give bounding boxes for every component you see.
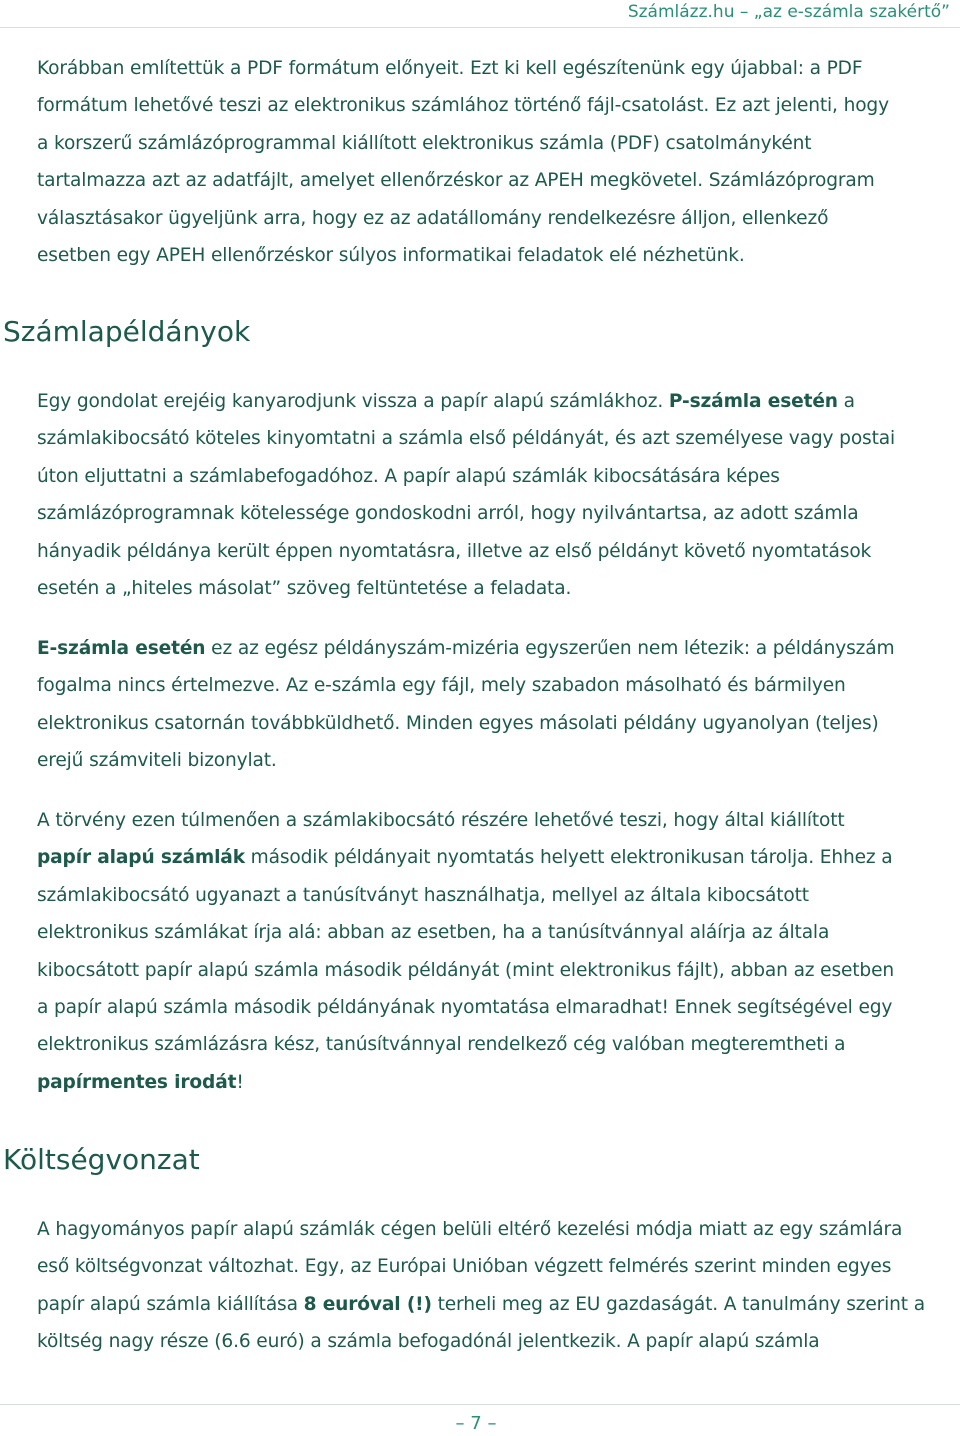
cost-paragraph xyxy=(37,1211,957,1361)
text-run: terheli meg az EU gazdaságát. A tanulmány szerint a xyxy=(431,1293,925,1315)
text-run: papír alapú számla kiállítása xyxy=(37,1293,304,1315)
text-run: Egy gondolat erejéig kanyarodjunk vissza a papír alapú számlákhoz. xyxy=(37,391,669,412)
text-line: A törvény ezen túlmenően a számlakibocsátó részére lehetővé teszi, hogy által kiállított xyxy=(37,810,845,831)
text-line: számlakibocsátó ugyanazt a tanúsítványt használhatja, mellyel az általa kibocsátott xyxy=(37,884,809,906)
document-header: Számlázz.hu – „az e-számla szakértő” xyxy=(627,2,950,22)
text-line: Korábban említettük a PDF formátum előnyeit. Ezt ki kell egészítenünk egy újabbal: a PDF xyxy=(37,58,863,79)
text-line: úton eljuttatni a számlabefogadóhoz. A papír alapú számlák kibocsátására képes xyxy=(37,465,780,487)
bold-term: 8 euróval (!) xyxy=(303,1293,432,1315)
text-run: ez az egész példányszám-mizéria egyszerűen nem létezik: a példányszám xyxy=(205,638,895,659)
text-line: a korszerű számlázóprogrammal kiállított elektronikus számla (PDF) csatolmányként xyxy=(37,132,812,154)
text-line: a papír alapú számla második példányának nyomtatása elmaradhat! Ennek segítségével egy xyxy=(37,997,893,1019)
text-line: tartalmazza azt az adatfájlt, amelyet ellenőrzéskor az APEH megkövetel. Számlázóprogram xyxy=(37,170,875,192)
text-line: esetben egy APEH ellenőrzéskor súlyos informatikai feladatok elé nézhetünk. xyxy=(37,245,745,267)
e-szamla-paragraph xyxy=(37,630,957,780)
text-line: esetén a „hiteles másolat” szöveg feltüntetése a feladata. xyxy=(37,578,572,600)
text-line: formátum lehetővé teszi az elektronikus számlához történő fájl-csatolást. Ez azt jelenti, hogy xyxy=(37,95,889,117)
law-paragraph xyxy=(37,802,957,1101)
page-number: – 7 – xyxy=(455,1413,497,1434)
section-heading-koltsegvonzat: Költségvonzat xyxy=(3,1143,200,1176)
intro-paragraph xyxy=(37,50,957,274)
text-line: hányadik példánya került éppen nyomtatásra, illetve az első példányt követő nyomtatások xyxy=(37,540,872,562)
bold-term: papír alapú számlák xyxy=(37,847,245,869)
footer-divider xyxy=(0,1404,960,1405)
p-szamla-paragraph xyxy=(37,383,957,607)
text-line: költség nagy része (6.6 euró) a számla befogadónál jelentkezik. A papír alapú számla xyxy=(37,1331,820,1353)
text-line: elektronikus csatornán továbbküldhető. Minden egyes másolati példány ugyanolyan (teljes) xyxy=(37,712,879,734)
text-line: kibocsátott papír alapú számla második példányát (mint elektronikus fájlt), abban az esetben xyxy=(37,959,895,981)
text-line: erejű számviteli bizonylat. xyxy=(37,750,277,772)
bold-term: papírmentes irodát xyxy=(37,1071,237,1093)
text-line: választásakor ügyeljünk arra, hogy ez az adatállomány rendelkezésre álljon, ellenkező xyxy=(37,207,829,229)
text-line: számlakibocsátó köteles kinyomtatni a számla első példányát, és azt személyese vagy postai xyxy=(37,428,895,450)
section-heading-szamlapeldanyok: Számlapéldányok xyxy=(3,315,251,348)
header-divider xyxy=(0,27,960,28)
text-line: A hagyományos papír alapú számlák cégen belüli eltérő kezelési módja miatt az egy számlára xyxy=(37,1219,903,1240)
text-run: a xyxy=(837,391,855,412)
text-line: elektronikus számlákat írja alá: abban az esetben, ha a tanúsítvánnyal aláírja az általa xyxy=(37,922,830,944)
text-run: második példányait nyomtatás helyett elektronikusan tárolja. Ehhez a xyxy=(244,847,893,869)
bold-term: P-számla esetén xyxy=(668,391,838,412)
text-line: számlázóprogramnak kötelessége gondoskodni arról, hogy nyilvántartsa, az adott számla xyxy=(37,503,859,525)
bold-term: E-számla esetén xyxy=(37,638,206,659)
text-line: eső költségvonzat változhat. Egy, az Európai Unióban végzett felmérés szerint minden egyes xyxy=(37,1256,892,1278)
text-line: elektronikus számlázásra kész, tanúsítvánnyal rendelkező cég valóban megteremtheti a xyxy=(37,1034,846,1056)
text-run: ! xyxy=(236,1071,244,1093)
text-line: fogalma nincs értelmezve. Az e-számla egy fájl, mely szabadon másolható és bármilyen xyxy=(37,675,846,697)
